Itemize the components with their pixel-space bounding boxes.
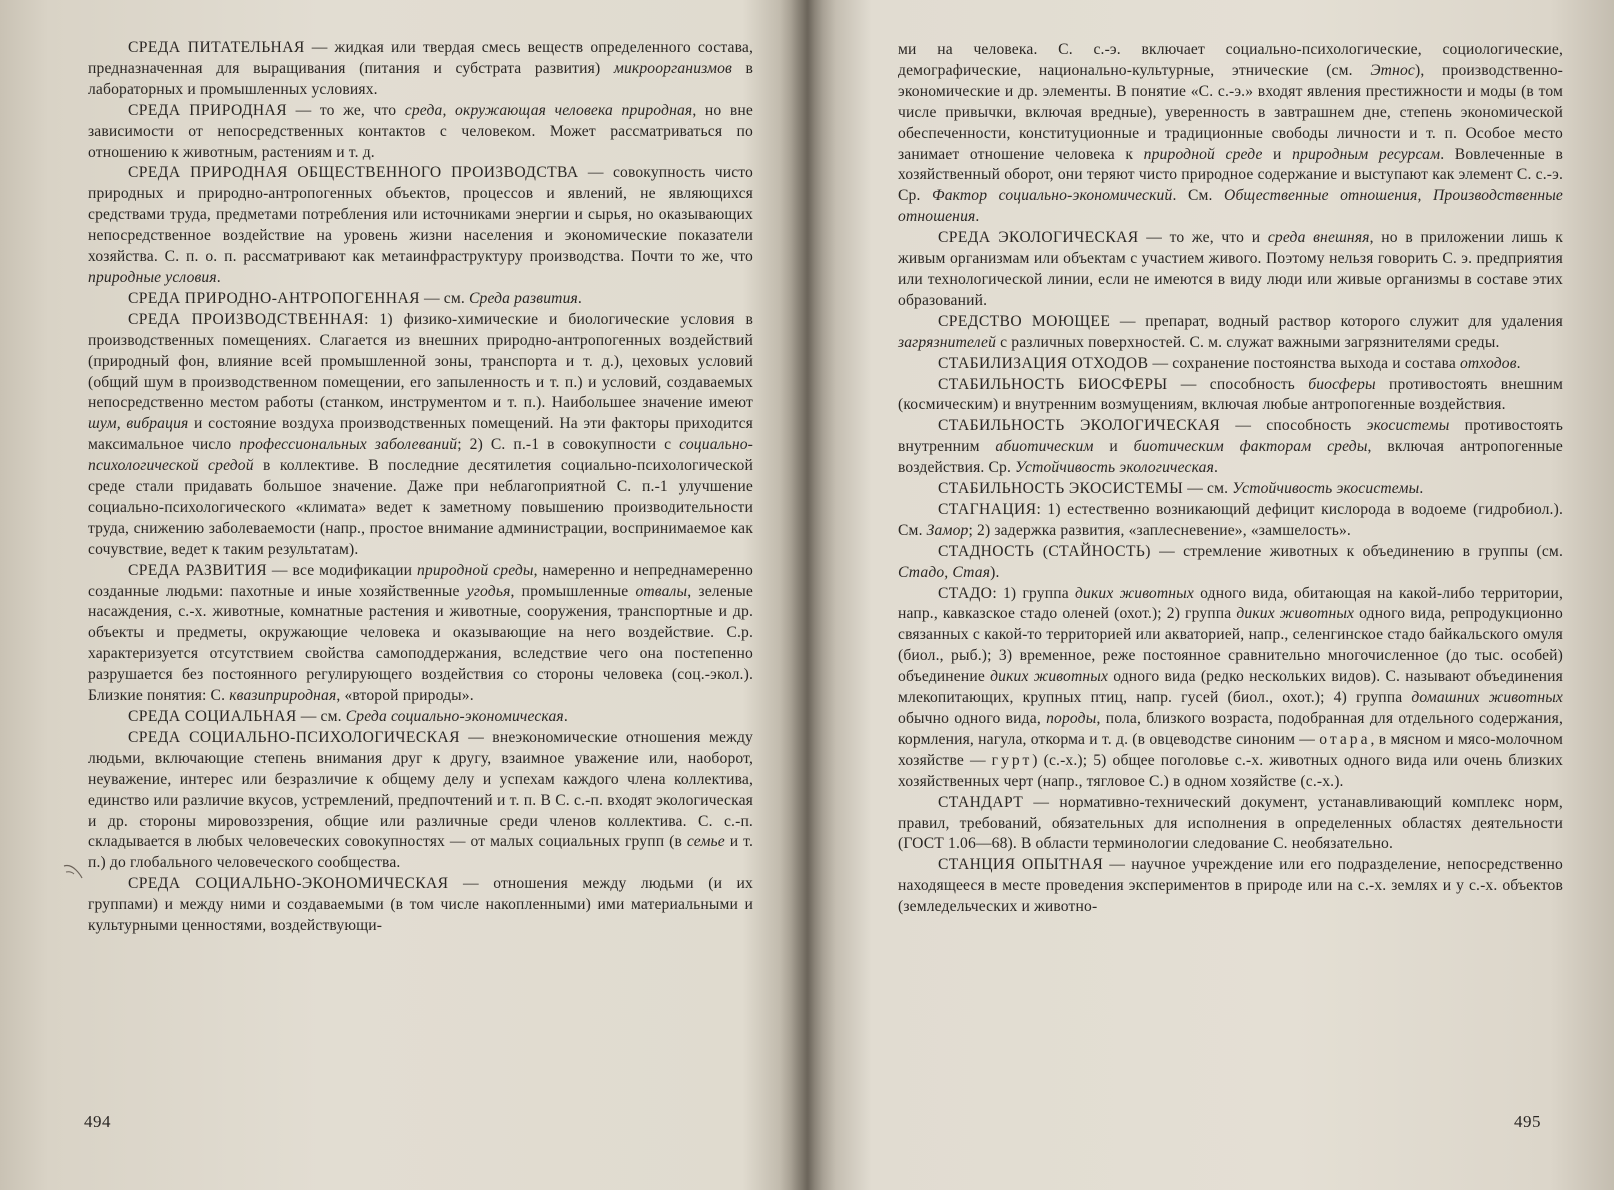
entry-text: — способность	[1167, 375, 1309, 393]
entry-text: .	[1213, 459, 1219, 477]
cross-reference: Среда развития	[468, 289, 578, 307]
dictionary-entry	[898, 312, 1563, 354]
entry-text: , пола, близкого возраста, подобранная для отдельного содержания, кормления, нагула, откорма и т. д. (в овцеводстве синоним —	[898, 710, 1564, 748]
entry-text: .	[577, 289, 582, 307]
entry-text: одного вида, обитающая на какой-либо территории, напр., кавказское стадо оленей (охот.); 2) группа	[898, 584, 1563, 623]
entry-text: одного вида (редко нескольких видов). С. называют объединения млекопитающих, крупных птиц, напр. гусей (биол., охот.); 4) группа	[898, 668, 1563, 707]
entry-text: противостоять внутренним	[898, 417, 1564, 456]
entry-text: — внеэкономические отношения между людьми, включающие степень внимания друг к другу, взаимное уважение или, наоборот, неуважение, интерес или безразличие к общему делу и успехам каждого члена коллектива, единство или различие вкусов, устремлений, предпочтений и т. п. В С. с.-п. входят экологическая и др. стороны мировоззрения, общие или различные среди членов коллектива. С. с.-п. складывается в любых человеческих совокупностях — от малых социальных групп (в	[88, 728, 753, 851]
entry-term: СРЕДА ПРОИЗВОДСТВЕННАЯ	[128, 310, 365, 328]
cross-reference: среда внешняя	[1267, 229, 1370, 247]
entry-text: с различных поверхностей. С. м. служат важными загрязнителями среды.	[996, 333, 1500, 351]
dictionary-entry	[898, 542, 1563, 584]
spaced-term: гурт	[991, 751, 1033, 769]
cross-reference: микроорганизмов	[613, 59, 732, 77]
entry-text: — сохранение постоянства выхода и состава	[1148, 354, 1460, 372]
dictionary-entry	[88, 163, 753, 288]
cross-reference: Устойчивость экологическая	[1015, 459, 1214, 477]
entry-text: ; 2) С. п.-1 в совокупности с	[457, 436, 680, 454]
entry-text: — см.	[419, 289, 469, 307]
entry-text: — стремление животных к объединению в группы (см.	[1150, 542, 1563, 560]
pencil-mark-icon	[62, 862, 84, 880]
cross-reference: семье	[686, 833, 725, 851]
entry-text: . См.	[1172, 187, 1225, 205]
entry-term: СТАНЦИЯ ОПЫТНАЯ	[938, 856, 1104, 874]
cross-reference: среда, окружающая человека природная	[404, 101, 693, 119]
entry-text: , промышленные	[510, 582, 636, 600]
cross-reference: Стадо, Стая	[898, 563, 991, 581]
cross-reference: Замор	[926, 521, 969, 539]
entry-term: СРЕДА СОЦИАЛЬНО-ПСИХОЛОГИЧЕСКАЯ	[128, 728, 460, 746]
entry-term: СРЕДА ПРИРОДНАЯ	[128, 101, 288, 119]
entry-text: : 1) группа	[992, 584, 1075, 602]
entry-term: СТАНДАРТ	[938, 793, 1024, 811]
spaced-term: отара	[1319, 730, 1371, 748]
dictionary-entry	[88, 38, 753, 101]
entry-text: — отношения между людьми (и их группами) и между ними и создаваемыми (в том числе накопленными) ими материальными и культурными ценностями, воздействующи-	[88, 875, 753, 935]
entry-term: СТАГНАЦИЯ	[938, 500, 1037, 518]
entry-text: . Вовлеченные в хозяйственный оборот, они теряют чисто природное содержание и выступают как элемент С. с.-э. Ср.	[898, 145, 1563, 205]
cross-reference: Среда социально-экономическая	[345, 708, 564, 725]
entry-text: и	[1093, 438, 1134, 456]
dictionary-entry	[88, 707, 753, 728]
entry-text: ).	[990, 563, 1000, 581]
cross-reference: отвалы	[635, 582, 688, 600]
dictionary-entry	[898, 500, 1563, 542]
cross-reference: породы	[1046, 710, 1097, 727]
cross-reference: диких животных	[1074, 584, 1194, 602]
entry-text: , «второй природы».	[336, 687, 474, 705]
entry-text: , зеленые насаждения, с.-х. животные, комнатные растения и животные, сооружения, транспортные и др. объекты и предметы, окружающие человека и оказывающие на него воздействие. С.р. характеризуется отсутствием свойства самоподдержания, вследствие чего она постепенно разрушается без постоянного регулирующего воздействия со стороны человека (соц.-экол.). Близкие понятия: С.	[88, 582, 753, 705]
entry-text: — то же, что	[287, 101, 405, 119]
entry-text: — жидкая или твердая смесь веществ определенного состава, предназначенная для выращивания (питания и субстрата развития)	[88, 39, 753, 77]
entry-term: СТАДО	[938, 584, 993, 602]
entry-text: , но вне зависимости от непосредственных контактов с человеком. Может рассматриваться по отношению к животным, растениям и т. д.	[88, 101, 754, 161]
entry-text: ), производственно-экономические и др. элементы. В понятие «С. с.-э.» входят явления престижности и моды (в том числе привычки, включая вредные), уверенность в завтрашнем дне, степень экономической обеспеченности, конституционные и традиционные свободы личности и т. п. Особое место занимает отношение человека к	[898, 61, 1563, 163]
entry-text: .	[216, 268, 221, 286]
entry-term: СРЕДА СОЦИАЛЬНО-ЭКОНОМИЧЕСКАЯ	[128, 875, 449, 893]
cross-reference: экосистемы	[1366, 417, 1450, 435]
entry-term: СРЕДА ПРИРОДНАЯ ОБЩЕСТВЕННОГО ПРОИЗВОДСТВА	[128, 164, 579, 182]
dictionary-entry	[898, 793, 1563, 856]
right-page-text	[898, 40, 1563, 918]
cross-reference: биотическим факторам среды	[1133, 438, 1368, 456]
cross-reference: загрязнителей	[898, 333, 997, 351]
cross-reference: Устойчивость экосистемы	[1232, 480, 1420, 498]
entry-text: — препарат, водный раствор которого служит для удаления	[1110, 312, 1563, 330]
entry-term: СТАБИЛЬНОСТЬ ЭКОЛОГИЧЕСКАЯ	[938, 417, 1221, 435]
entry-text: ; 2) задержка развития, «заплесневение», «замшелость».	[968, 521, 1351, 539]
entry-text: .	[563, 708, 568, 725]
entry-text: — см.	[1183, 480, 1233, 498]
entry-text: , но в приложении лишь к живым организмам или объектам с участием живого. Поэтому нельзя говорить С. э. предприятия или технологической линии, если не имеются в виду люди или живые организмы в составе этих образований.	[898, 229, 1564, 309]
entry-term: СРЕДА РАЗВИТИЯ	[128, 561, 268, 579]
page-number-left: 494	[84, 1112, 111, 1131]
entry-text: в коллективе. В последние десятилетия социально-психологической среде стали придавать большое значение. Даже при неблагоприятной С. п.-1 улучшение социально-психологического «климата» ведет к заметному повышению производительности труда, снижению заболеваемости (напр., простое внимание администрации, воспринимаемое как сочувствие, ведет к таким результатам).	[88, 457, 753, 558]
entry-text: и т. п.) до глобального человеческого сообщества.	[88, 833, 753, 872]
entry-text: и состояние воздуха производственных помещений. На эти факторы приходится максимальное число	[88, 415, 753, 454]
entry-term: СРЕДА ПРИРОДНО-АНТРОПОГЕННАЯ	[128, 289, 420, 307]
dictionary-entry	[88, 561, 753, 707]
entry-term: СРЕДА ЭКОЛОГИЧЕСКАЯ	[938, 229, 1139, 247]
entry-text: .	[975, 208, 980, 226]
entry-text: ми на человека. С. с.-э. включает социально-психологические, социологические, демографические, национально-культурные, этнические (см.	[898, 41, 1563, 79]
cross-reference: социально-психологической средой	[88, 436, 754, 475]
entry-text: обычно одного вида,	[898, 710, 1047, 727]
dictionary-entry	[898, 584, 1563, 793]
entry-text: одного вида, репродукционно связанных с какой-то территорией или акваторией, напр., селенгинское стадо байкальского омуля (биол., рыб.); 3) временное, реже постоянное сравнительно многочисленное (до тыс. особей) объединение	[898, 605, 1564, 686]
dictionary-entry	[88, 101, 753, 164]
entry-term: СРЕДА СОЦИАЛЬНАЯ	[128, 708, 297, 725]
cross-reference: биосферы	[1308, 375, 1376, 393]
entry-text: — способность	[1220, 417, 1367, 435]
cross-reference: шум, вибрация	[88, 415, 189, 433]
dictionary-entry	[898, 354, 1563, 375]
entry-text: — см.	[296, 708, 346, 725]
dictionary-entry	[898, 416, 1563, 479]
cross-reference: отходов	[1459, 354, 1517, 372]
entry-text: и	[1262, 145, 1293, 163]
dictionary-entry	[898, 855, 1563, 918]
left-page	[0, 0, 800, 1190]
dictionary-entry	[88, 310, 753, 561]
entry-text: — научное учреждение или его подразделение, непосредственно находящееся в месте проведения экспериментов в природе или на с.-х. землях и у с.-х. объектов (земледельческих и животно-	[898, 856, 1563, 916]
entry-term: СТАБИЛЬНОСТЬ ЭКОСИСТЕМЫ	[938, 480, 1184, 498]
cross-reference: Этнос	[1370, 61, 1415, 79]
dictionary-entry	[898, 479, 1563, 500]
dictionary-entry	[898, 228, 1563, 312]
cross-reference: домашних животных	[1411, 689, 1564, 707]
entry-term: СТАБИЛЬНОСТЬ БИОСФЕРЫ	[938, 375, 1168, 393]
cross-reference: природной среде	[1143, 145, 1263, 163]
right-page	[808, 0, 1614, 1190]
entry-term: СРЕДСТВО МОЮЩЕЕ	[938, 312, 1111, 330]
cross-reference: диких животных	[1236, 605, 1355, 623]
entry-text: — нормативно-технический документ, устанавливающий комплекс норм, правил, требований, обязательных для исполнения в определенных областях деятельности (ГОСТ 1.06—68). В области терминологии следование С. необязательно.	[898, 793, 1563, 853]
entry-text: , в мясном и мясо-молочном хозяйстве —	[898, 730, 1563, 769]
entry-text: — совокупность чисто природных и природно-антропогенных объектов, процессов и явлений, не являющихся средствами труда, предметами потребления или источниками энергии и сырья, но оказывающих непосредственное воздействие на уровень жизни населения и экономические показатели хозяйства. С. п. о. п. рассматривают как метаинфраструктуру производства. Почти то же, что	[88, 164, 753, 266]
dictionary-entry	[898, 40, 1563, 228]
entry-text: : 1) физико-химические и биологические условия в производственных помещениях. Слагается из внешних природно-антропогенных воздействий (природный фон, влияние всей промышленной зоны, транспорта и т. д.), цеховых условий (общий шум в производственном помещении, его запыленность и т. п.) и условий, создаваемых непосредственно местом работы (станком, инструментом и т. п.). Наибольшее значение имеют	[88, 310, 753, 412]
entry-text: ) (с.-х.); 5) общее поголовье с.-х. животных одного вида или очень близких хозяйственных черт (напр., тягловое С.) в одном хозяйстве (с.-х.).	[898, 751, 1564, 790]
entry-text: противостоять внешним (космическим) и внутренним возмущениям, включая любые антропогенные воздействия.	[898, 375, 1563, 414]
cross-reference: Общественные отношения, Производственные отношения	[898, 187, 1564, 226]
dictionary-entry	[88, 874, 753, 937]
dictionary-entry	[88, 728, 753, 874]
dictionary-entry	[88, 289, 753, 310]
entry-text: , включая антропогенные воздействия. Ср.	[898, 438, 1563, 477]
entry-text: .	[1516, 354, 1521, 372]
cross-reference: угодья	[466, 582, 511, 600]
entry-text: в лабораторных и промышленных условиях.	[88, 59, 754, 98]
cross-reference: природные условия	[88, 268, 217, 286]
dictionary-entry	[898, 375, 1563, 417]
cross-reference: абиотическим	[995, 438, 1094, 456]
entry-text: , намеренно и непреднамеренно созданные людьми: пахотные и иные хозяйственные	[88, 561, 753, 600]
cross-reference: природной среды	[416, 561, 534, 579]
cross-reference: диких животных	[990, 668, 1109, 686]
entry-text: — все модификации	[267, 561, 417, 579]
entry-term: СТАДНОСТЬ (СТАЙНОСТЬ)	[938, 542, 1151, 560]
entry-text: : 1) естественно возникающий дефицит кислорода в водоеме (гидробиол.). См.	[898, 500, 1563, 539]
entry-text: .	[1419, 480, 1424, 498]
entry-text: — то же, что и	[1138, 229, 1268, 247]
entry-term: СРЕДА ПИТАТЕЛЬНАЯ	[128, 39, 305, 56]
entry-term: СТАБИЛИЗАЦИЯ ОТХОДОВ	[938, 354, 1149, 372]
page-number-right: 495	[1514, 1112, 1541, 1131]
left-page-text	[88, 38, 753, 937]
cross-reference: квазиприродная	[229, 687, 337, 705]
cross-reference: природным ресурсам	[1292, 145, 1441, 163]
cross-reference: Фактор социально-экономический	[932, 187, 1173, 205]
cross-reference: профессиональных заболеваний	[239, 436, 458, 454]
